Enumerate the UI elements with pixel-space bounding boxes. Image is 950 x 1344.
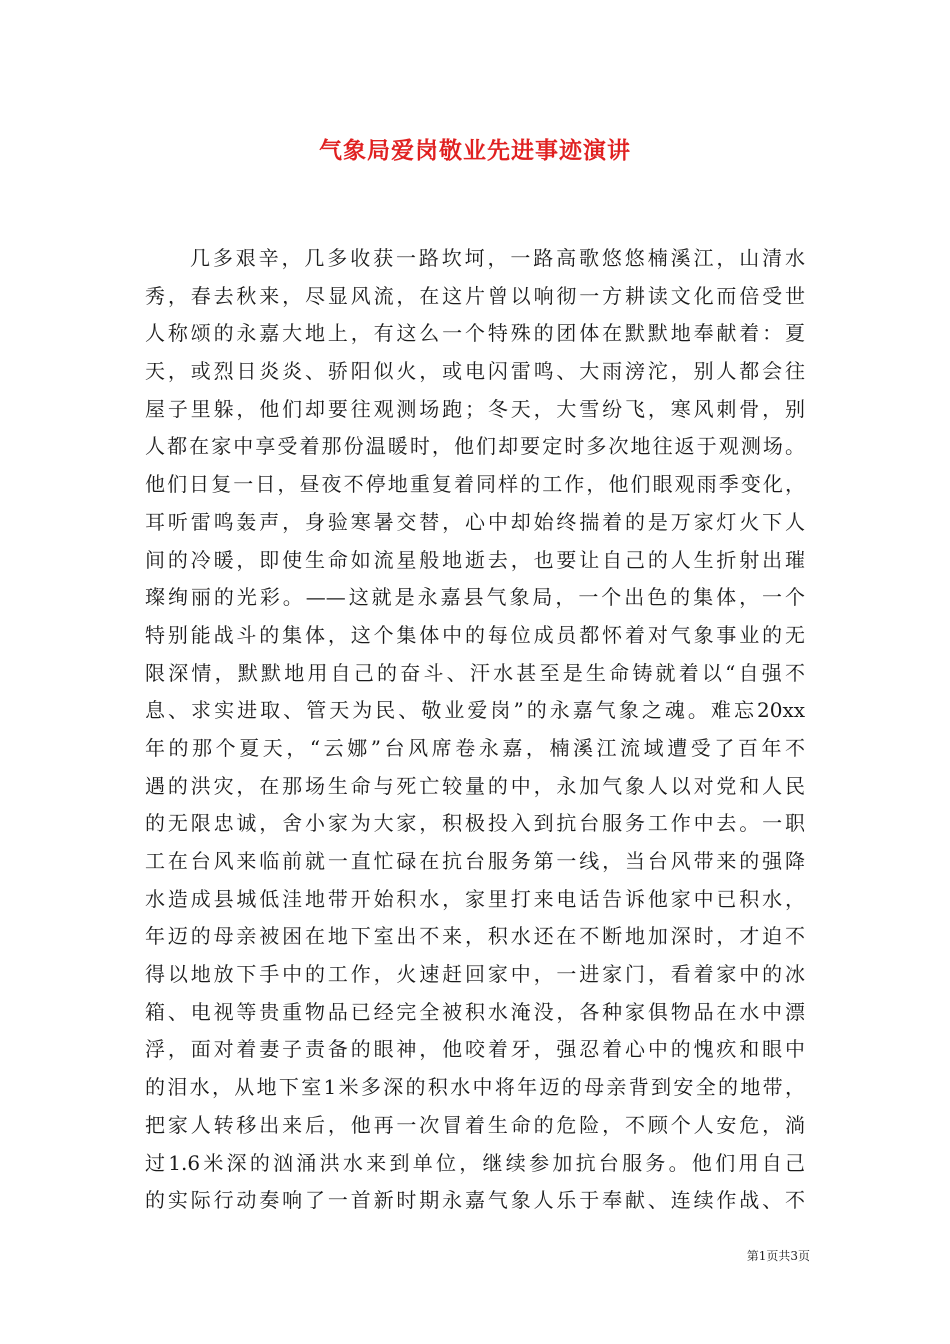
body-line: 把家人转移出来后，他再一次冒着生命的危险，不顾个人安危，淌: [145, 1112, 805, 1137]
body-line: 箱、电视等贵重物品已经完全被积水淹没，各种家俱物品在水中漂: [145, 999, 805, 1024]
body-line: 秀，春去秋来，尽显风流，在这片曾以响彻一方耕读文化而倍受世: [145, 283, 805, 308]
body-line: 特别能战斗的集体，这个集体中的每位成员都怀着对气象事业的无: [145, 622, 805, 647]
body-line: 过1.6米深的汹涌洪水来到单位，继续参加抗台服务。他们用自己: [145, 1150, 805, 1175]
body-line: 天，或烈日炎炎、骄阳似火，或电闪雷鸣、大雨滂沱，别人都会往: [145, 359, 805, 384]
document-body: [145, 240, 805, 1220]
body-line: 的无限忠诚，舍小家为大家，积极投入到抗台服务工作中去。一职: [145, 811, 805, 836]
body-line: 浮，面对着妻子责备的眼神，他咬着牙，强忍着心中的愧疚和眼中: [145, 1037, 805, 1062]
body-line: 工在台风来临前就一直忙碌在抗台服务第一线，当台风带来的强降: [145, 849, 805, 873]
body-line: 年的那个夏天，“云娜”台风席卷永嘉，楠溪江流域遭受了百年不: [145, 735, 805, 760]
body-line: 人称颂的永嘉大地上，有这么一个特殊的团体在默默地奉献着：夏: [145, 321, 805, 346]
body-line: 水造成县城低洼地带开始积水，家里打来电话告诉他家中已积水，: [145, 886, 805, 911]
body-line: 限深情，默默地用自己的奋斗、汗水甚至是生命铸就着以“自强不: [145, 660, 805, 685]
body-line: 的泪水，从地下室1米多深的积水中将年迈的母亲背到安全的地带，: [145, 1075, 805, 1100]
body-line: 耳听雷鸣轰声，身验寒暑交替，心中却始终揣着的是万家灯火下人: [145, 509, 805, 534]
body-line: 几多艰辛，几多收获一路坎坷，一路高歌悠悠楠溪江，山清水: [190, 246, 805, 270]
body-line: 的实际行动奏响了一首新时期永嘉气象人乐于奉献、连续作战、不: [145, 1188, 805, 1213]
body-line: 间的冷暖，即使生命如流星般地逝去，也要让自己的人生折射出璀: [145, 547, 805, 572]
body-line: 年迈的母亲被困在地下室出不来，积水还在不断地加深时，才迫不: [145, 924, 805, 949]
body-line: 他们日复一日，昼夜不停地重复着同样的工作，他们眼观雨季变化，: [145, 472, 805, 497]
body-line: 璨绚丽的光彩。——这就是永嘉县气象局，一个出色的集体，一个: [145, 585, 805, 610]
page-number-footer: 第1页共3页: [746, 1249, 810, 1263]
body-line: 息、求实进取、管天为民、敬业爱岗”的永嘉气象之魂。难忘20xx: [145, 698, 805, 723]
body-line: 遇的洪灾，在那场生命与死亡较量的中，永加气象人以对党和人民: [145, 773, 805, 798]
body-line: 得以地放下手中的工作，火速赶回家中，一进家门，看着家中的冰: [145, 962, 805, 987]
body-line: 人都在家中享受着那份温暖时，他们却要定时多次地往返于观测场。: [145, 434, 805, 459]
body-line: 屋子里躲，他们却要往观测场跑；冬天，大雪纷飞，寒风刺骨，别: [145, 396, 805, 421]
document-title: 气象局爱岗敬业先进事迹演讲: [319, 137, 631, 164]
